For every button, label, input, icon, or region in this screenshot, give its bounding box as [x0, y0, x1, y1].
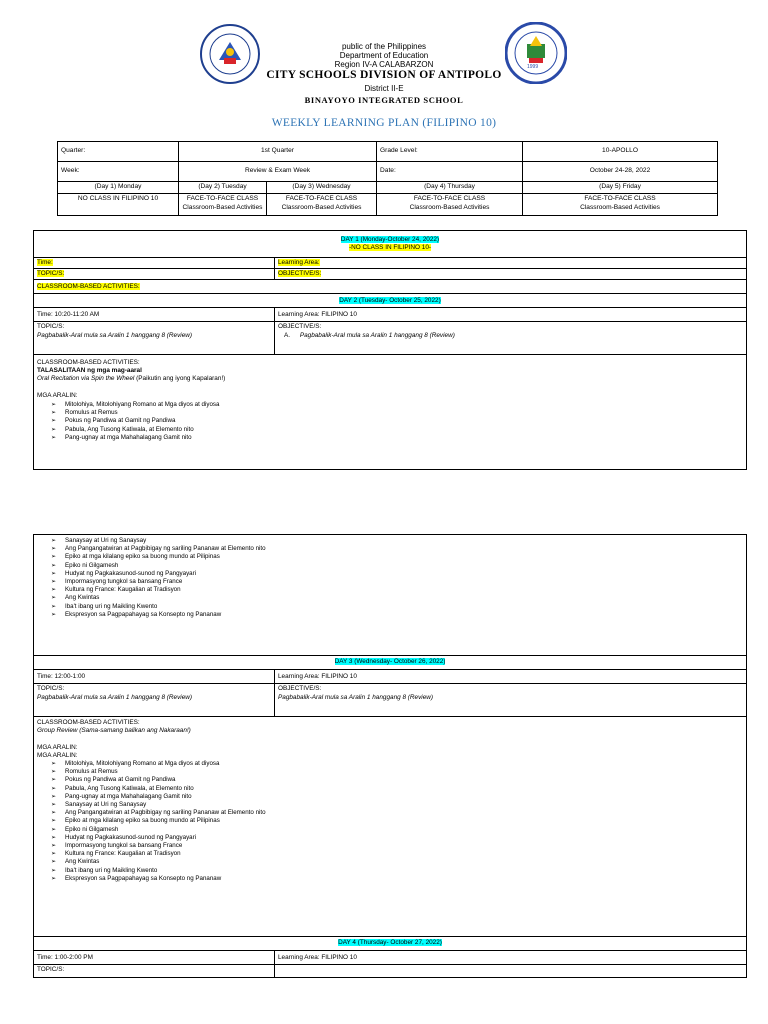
quarter-value: 1st Quarter: [179, 142, 377, 162]
day1-objective-label: OBJECTIVE/S:: [278, 270, 322, 277]
day2-area-value: FILIPINO 10: [321, 311, 357, 318]
day2-time-row: [34, 308, 746, 322]
grade-label: Grade Level:: [377, 142, 523, 162]
day4-title-row: [34, 936, 746, 951]
day2-title: DAY 2 (Tuesday- October 25, 2022): [339, 297, 441, 304]
day2-talasalitaan: TALASALITAAN ng mga mag-aaral: [37, 367, 142, 374]
day1-topic-row: [34, 269, 746, 280]
list-item: ➢ Impormasyong tungkol sa bansang France: [37, 842, 743, 850]
day3-topic-row: [34, 684, 746, 717]
header-division: CITY SCHOOLS DIVISION OF ANTIPOLO: [266, 69, 502, 81]
day-header: (Day 5) Friday: [523, 182, 718, 194]
header-district: District II-E: [364, 84, 404, 93]
list-item: ➢ Romulus at Remus: [37, 768, 743, 776]
list-item: ➢ Epiko at mga kilalang epiko sa buong mundo at Pilipinas: [37, 817, 743, 825]
list-item: ➢ Pabula, Ang Tusong Katiwala, at Elemento nito: [37, 785, 743, 793]
day1-time-label: Time:: [37, 259, 53, 266]
day3-topic-value: Pagbabalik-Aral mula sa Aralin 1 hanggang 8 (Review): [37, 694, 192, 701]
day1-time-row: [34, 258, 746, 269]
day-status: FACE-TO-FACE CLASS Classroom-Based Activities: [267, 194, 377, 216]
day4-area-label: Learning Area:: [278, 954, 320, 961]
list-item: ➢ Iba't ibang uri ng Maikling Kwento: [37, 603, 743, 611]
grade-value: 10-APOLLO: [523, 142, 718, 162]
day1-activities-row: [34, 280, 746, 294]
day3-activities-label: CLASSROOM-BASED ACTIVITIES:: [37, 719, 140, 726]
list-item: ➢ Romulus at Remus: [37, 409, 743, 417]
day3-objective-value: Pagbabalik-Aral mula sa Aralin 1 hanggang 8 (Review): [278, 694, 433, 701]
day4-time-row: [34, 951, 746, 965]
day2-objective-label: OBJECTIVE/S:: [278, 323, 322, 330]
day1-topic-label: TOPIC/S:: [37, 270, 65, 277]
date-label: Date:: [377, 162, 523, 182]
list-item: ➢ Sanaysay at Uri ng Sanaysay: [37, 537, 743, 545]
day3-group-review: Group Review (Sama-samang balikan ang Nakaraan!): [37, 727, 191, 734]
day2-topic-label: TOPIC/S:: [37, 323, 65, 330]
date-value: October 24-28, 2022: [523, 162, 718, 182]
day3-activities: [37, 719, 743, 883]
day-header: (Day 4) Thursday: [377, 182, 523, 194]
day4-time-value: 1:00-2:00 PM: [54, 954, 93, 961]
list-item: ➢ Ang Pangangatwiran at Pagbibigay ng sariling Pananaw at Elemento nito: [37, 545, 743, 553]
day4-area-value: FILIPINO 10: [321, 954, 357, 961]
day2-objective-item: [278, 332, 743, 340]
day3-lessons-list: [37, 760, 743, 883]
day-header: (Day 3) Wednesday: [267, 182, 377, 194]
plan-title: WEEKLY LEARNING PLAN (FILIPINO 10): [271, 117, 497, 129]
quarter-label: Quarter:: [58, 142, 179, 162]
plan-box-page1: [33, 230, 747, 470]
day4-time-label: Time:: [37, 954, 53, 961]
day3-mga-aralin-2: MGA ARALIN:: [37, 752, 78, 759]
day2-time-value: 10:20-11:20 AM: [54, 311, 100, 318]
list-item: ➢ Pang-ugnay at mga Mahahalagang Gamit nito: [37, 793, 743, 801]
day2-topic-value: Pagbabalik-Aral mula sa Aralin 1 hanggang 8 (Review): [37, 332, 192, 339]
day2-lessons-list: [37, 401, 743, 442]
week-value: Review & Exam Week: [179, 162, 377, 182]
day3-area-value: FILIPINO 10: [321, 673, 357, 680]
day1-title: DAY 1 (Monday-October 24, 2022): [340, 236, 440, 243]
day4-title: DAY 4 (Thursday- October 27, 2022): [338, 939, 442, 946]
list-item: ➢ Iba't ibang uri ng Maikling Kwento: [37, 867, 743, 875]
list-item: ➢ Ang Kwintas: [37, 594, 743, 602]
list-item: ➢ Mitolohiya, Mitolohiyang Romano at Mga diyos at diyosa: [37, 760, 743, 768]
list-item: ➢ Ekspresyon sa Pagpapahayag sa Konsepto ng Pananaw: [37, 875, 743, 883]
list-item: ➢ Kultura ng France: Kaugalian at Tradisyon: [37, 850, 743, 858]
list-item: ➢ Hudyat ng Pagkakasunod-sunod ng Pangyayari: [37, 570, 743, 578]
day3-objective-label: OBJECTIVE/S:: [278, 685, 322, 692]
day1-subtitle: -NO CLASS IN FILIPINO 10-: [348, 244, 432, 251]
summary-table: [57, 141, 718, 216]
day2-time-label: Time:: [37, 311, 53, 318]
day2-objective-marker: A.: [284, 332, 291, 339]
list-item: ➢ Pokus ng Pandiwa at Gamit ng Pandiwa: [37, 776, 743, 784]
day-header: (Day 1) Monday: [58, 182, 179, 194]
day2-activities: [37, 359, 743, 442]
day2-lessons-continued: [37, 537, 743, 619]
day2-mga-aralin: MGA ARALIN:: [37, 392, 78, 399]
list-item: ➢ Epiko ni Gilgamesh: [37, 826, 743, 834]
day3-time-value: 12:00-1:00: [54, 673, 86, 680]
plan-box-page2: [33, 534, 747, 978]
list-item: ➢ Ekspresyon sa Pagpapahayag sa Konsepto ng Pananaw: [37, 611, 743, 619]
day-status: NO CLASS IN FILIPINO 10: [58, 194, 179, 216]
day4-topic-label: TOPIC/S:: [37, 966, 65, 973]
day3-title-row: [34, 655, 746, 670]
day4-topic-row: [34, 965, 746, 978]
header-region: Region IV-A CALABARZON: [334, 60, 434, 69]
week-label: Week:: [58, 162, 179, 182]
school-seal-year: 1999: [527, 64, 539, 70]
day2-objective-value: Pagbabalik-Aral mula sa Aralin 1 hanggang 8 (Review): [299, 332, 455, 339]
list-item: ➢ Pang-ugnay at mga Mahahalagang Gamit nito: [37, 434, 743, 442]
day2-title-row: [34, 294, 746, 308]
header-department: Department of Education: [339, 51, 429, 60]
day1-area-label: Learning Area:: [278, 259, 320, 266]
header-school: BINAYOYO INTEGRATED SCHOOL: [304, 95, 464, 105]
day1-activities-label: CLASSROOM-BASED ACTIVITIES:: [37, 283, 140, 290]
list-item: ➢ Hudyat ng Pagkakasunod-sunod ng Pangyayari: [37, 834, 743, 842]
day3-title: DAY 3 (Wednesday- October 26, 2022): [334, 658, 446, 665]
day3-time-label: Time:: [37, 673, 53, 680]
header-country: public of the Philippines: [341, 42, 427, 51]
day3-area-label: Learning Area:: [278, 673, 320, 680]
day1-title-row: [34, 231, 746, 258]
day2-topic-row: [34, 322, 746, 355]
day-status: FACE-TO-FACE CLASS Classroom-Based Activities: [179, 194, 267, 216]
day2-activities-label: CLASSROOM-BASED ACTIVITIES:: [37, 359, 140, 366]
list-item: ➢ Pabula, Ang Tusong Katiwala, at Elemento nito: [37, 426, 743, 434]
list-item: ➢ Epiko at mga kilalang epiko sa buong mundo at Pilipinas: [37, 553, 743, 561]
day3-time-row: [34, 670, 746, 684]
day2-lessons-list-continued: [37, 537, 743, 619]
day2-area-label: Learning Area:: [278, 311, 320, 318]
list-item: ➢ Ang Kwintas: [37, 858, 743, 866]
day-header: (Day 2) Tuesday: [179, 182, 267, 194]
day-status: FACE-TO-FACE CLASS Classroom-Based Activities: [523, 194, 718, 216]
list-item: ➢ Epiko ni Gilgamesh: [37, 562, 743, 570]
list-item: ➢ Pokus ng Pandiwa at Gamit ng Pandiwa: [37, 417, 743, 425]
day3-mga-aralin-1: MGA ARALIN:: [37, 744, 78, 751]
list-item: ➢ Kultura ng France: Kaugalian at Tradisyon: [37, 586, 743, 594]
list-item: ➢ Impormasyong tungkol sa bansang France: [37, 578, 743, 586]
list-item: ➢ Sanaysay at Uri ng Sanaysay: [37, 801, 743, 809]
day3-topic-label: TOPIC/S:: [37, 685, 65, 692]
day-status: FACE-TO-FACE CLASS Classroom-Based Activities: [377, 194, 523, 216]
list-item: ➢ Ang Pangangatwiran at Pagbibigay ng sariling Pananaw at Elemento nito: [37, 809, 743, 817]
day2-oral-recitation: Oral Recitation via Spin the Wheel (Paikutin ang iyong Kapalaran!): [37, 375, 226, 382]
list-item: ➢ Mitolohiya, Mitolohiyang Romano at Mga diyos at diyosa: [37, 401, 743, 409]
